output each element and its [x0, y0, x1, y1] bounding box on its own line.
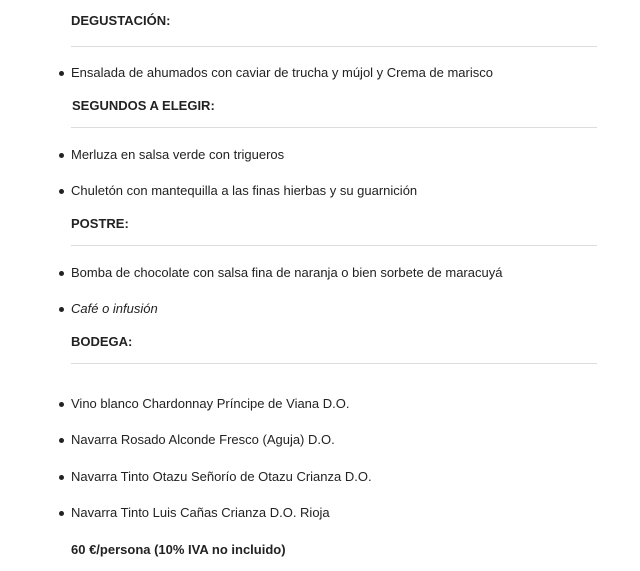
menu-item: Chuletón con mantequilla a las finas hierbas y su guarnición: [71, 183, 418, 198]
bullet-icon: [59, 271, 64, 276]
bullet-icon: [59, 189, 64, 194]
menu-item: Merluza en salsa verde con trigueros: [71, 147, 285, 162]
bullet-icon: [59, 438, 64, 443]
section-heading-segundos: SEGUNDOS A ELEGIR:: [72, 98, 215, 113]
menu-item: Café o infusión: [71, 301, 158, 316]
menu-item: Navarra Tinto Luis Cañas Crianza D.O. Rioja: [71, 505, 330, 520]
price-label: 60 €/persona (10% IVA no incluido): [71, 542, 286, 557]
bullet-icon: [59, 402, 64, 407]
menu-item: Vino blanco Chardonnay Príncipe de Viana D.O.: [71, 396, 350, 411]
section-heading-postre: POSTRE:: [71, 216, 129, 231]
section-heading-degustacion: DEGUSTACIÓN:: [71, 13, 171, 28]
bullet-icon: [59, 153, 64, 158]
bullet-icon: [59, 475, 64, 480]
menu-item: Ensalada de ahumados con caviar de trucha y mújol y Crema de marisco: [71, 65, 493, 80]
menu-item: Navarra Rosado Alconde Fresco (Aguja) D.O.: [71, 432, 335, 447]
divider: [71, 127, 597, 128]
divider: [71, 245, 597, 246]
divider: [71, 46, 597, 47]
menu-item: Navarra Tinto Otazu Señorío de Otazu Crianza D.O.: [71, 469, 372, 484]
bullet-icon: [59, 307, 64, 312]
menu-item: Bomba de chocolate con salsa fina de naranja o bien sorbete de maracuyá: [71, 265, 503, 280]
bullet-icon: [59, 511, 64, 516]
divider: [71, 363, 597, 364]
bullet-icon: [59, 71, 64, 76]
section-heading-bodega: BODEGA:: [71, 334, 133, 349]
